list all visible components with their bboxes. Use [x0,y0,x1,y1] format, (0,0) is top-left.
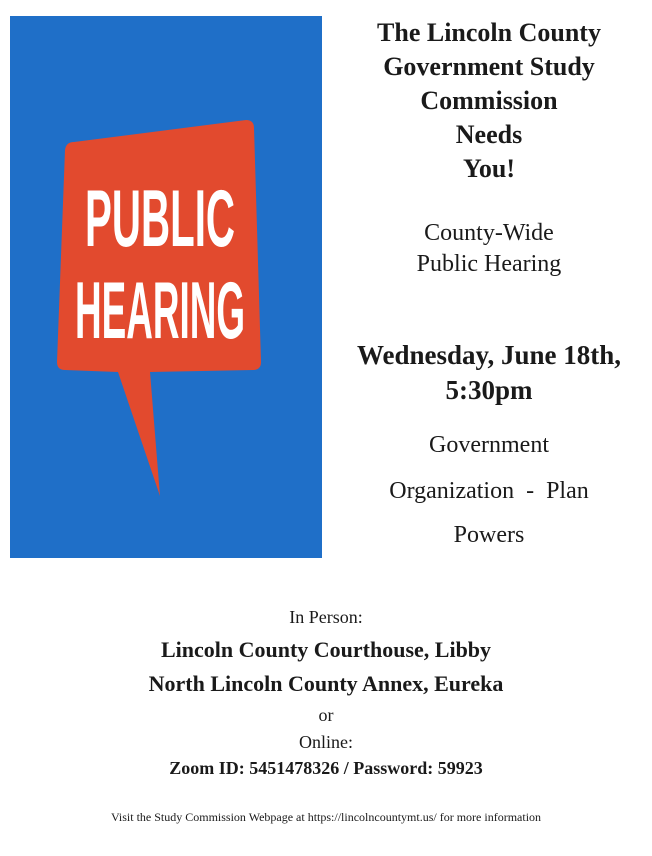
event-type [330,218,648,280]
zoom-credentials: Zoom ID: 5451478326 / Password: 59923 [169,758,483,778]
event-date-day: Wednesday, June 18th, [356,340,622,370]
poster-text-public: PUBLIC [85,173,235,264]
footer-note: Visit the Study Commission Webpage at https://lincolncountymt.us/ for more information [110,810,542,824]
headline-line-1: The Lincoln County [377,18,601,47]
in-person-label: In Person: [289,607,363,627]
poster-text-hearing: HEARING [75,265,246,356]
or-label: or [318,705,334,725]
location-libby: Lincoln County Courthouse, Libby [160,637,492,662]
event-date [330,338,648,408]
headline-line-5: You! [462,154,515,183]
speech-bubble-icon [10,16,322,558]
public-hearing-poster [10,16,322,558]
event-date-time: 5:30pm [445,375,533,405]
online-label: Online: [299,732,353,752]
topic-line-3: Powers [453,522,525,548]
headline-line-4: Needs [455,120,523,149]
headline-line-2: Government Study [383,52,595,81]
event-type-line-2: Public Hearing [416,251,562,277]
headline-line-3: Commission [420,86,558,115]
event-type-line-1: County-Wide [424,220,554,246]
topic-line-2: Organization - Plan [389,478,589,504]
headline [330,16,648,186]
location-eureka: North Lincoln County Annex, Eureka [148,671,504,696]
topic-line-1: Government [429,432,549,458]
